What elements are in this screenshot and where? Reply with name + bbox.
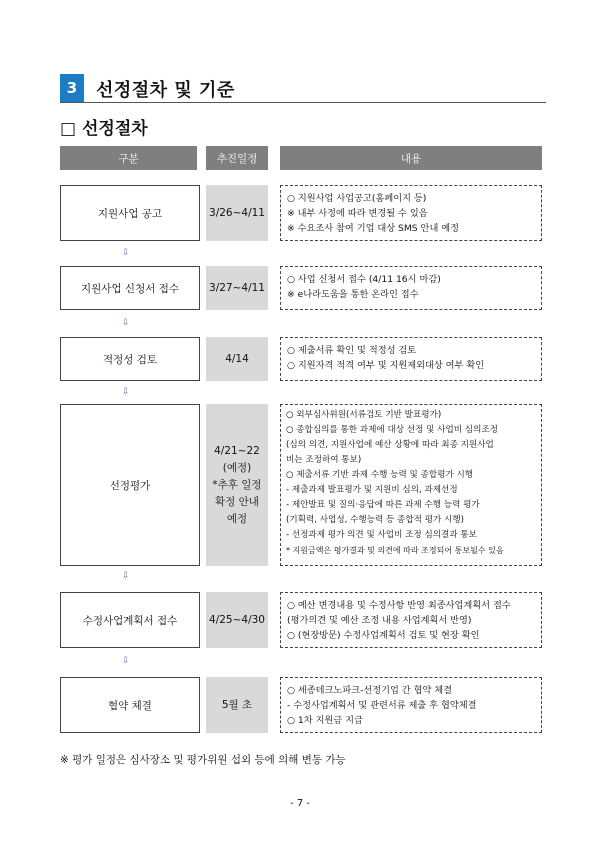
- arrow-down-icon: ⇩: [122, 571, 130, 581]
- step-date: 4/25~4/30: [206, 592, 268, 648]
- step-name: 수정사업계획서 접수: [60, 592, 200, 648]
- step-date: 4/14: [206, 337, 268, 381]
- step-date: 4/21~22 (예정) *추후 일정 확정 안내 예정: [206, 404, 268, 566]
- section-header: [60, 74, 546, 103]
- header-category: 구분: [60, 146, 197, 170]
- step-content: ○ 예산 변경내용 및 수정사항 반영 최종사업계획서 접수 (평가의견 및 예산 조정 내용 사업계획서 반영) ○ (현장방문) 수정사업계획서 검토 및 현장 확인: [280, 592, 542, 648]
- step-content: ○ 사업 신청서 접수 (4/11 16시 마감) ※ e나라도움을 통한 온라인 접수: [280, 266, 542, 310]
- step-content: ○ 외부심사위원(서류검토 기반 발표평가) ○ 종합심의를 통한 과제에 대상 선정 및 사업비 심의조정 (심의 의견, 지원사업에 예산 상황에 따라 최종 지원사업 비는 조정하여 통보) ○ 제출서류 기반 과제 수행 능력 및 종합평가 시행 - 제출과제 발표평가 및 지원비 심의, 과제선정 - 제안발표 및 질의·응답에 따른 과제 수행 능력 평가 (기획력, 사업성, 수행능력 등 종합적 평가 시행) - 선정과제 평가 의견 및 사업비 조정 심의결과 통보 * 지원금액은 평가결과 및 의견에 따라 조정되어 통보될수 있음: [280, 404, 542, 566]
- step-name: 협약 체결: [60, 677, 200, 733]
- step-date: 5월 초: [206, 677, 268, 733]
- step-name: 지원사업 공고: [60, 185, 200, 241]
- step-content: ○ 제출서류 확인 및 적정성 검토 ○ 지원자격 적격 여부 및 지원제외대상 여부 확인: [280, 337, 542, 381]
- header-schedule: 추진일정: [206, 146, 268, 170]
- page-number: - 7 -: [290, 798, 310, 809]
- section-number: 3: [60, 74, 84, 102]
- step-name: 적정성 검토: [60, 337, 200, 381]
- arrow-down-icon: ⇩: [122, 656, 130, 666]
- subsection-title: □ 선정절차: [60, 119, 148, 139]
- header-content: 내용: [280, 146, 542, 170]
- step-date: 3/26~4/11: [206, 185, 268, 241]
- step-content: ○ 세종테크노파크-선정기업 간 협약 체결 - 수정사업계획서 및 관련서류 제출 후 협약체결 ○ 1차 지원금 지급: [280, 677, 542, 733]
- step-name: 선정평가: [60, 404, 200, 566]
- step-date: 3/27~4/11: [206, 266, 268, 310]
- arrow-down-icon: ⇩: [122, 248, 130, 258]
- arrow-down-icon: ⇩: [122, 318, 130, 328]
- arrow-down-icon: ⇩: [122, 387, 130, 397]
- step-content: ○ 지원사업 사업공고(홈페이지 등) ※ 내부 사정에 따라 변경될 수 있음 ※ 수요조사 참여 기업 대상 SMS 안내 예정: [280, 185, 542, 241]
- step-name: 지원사업 신청서 접수: [60, 266, 200, 310]
- section-title: 선정절차 및 기준: [96, 80, 235, 101]
- schedule-note: ※ 평가 일정은 심사장소 및 평가위원 섭외 등에 의해 변동 가능: [60, 754, 346, 766]
